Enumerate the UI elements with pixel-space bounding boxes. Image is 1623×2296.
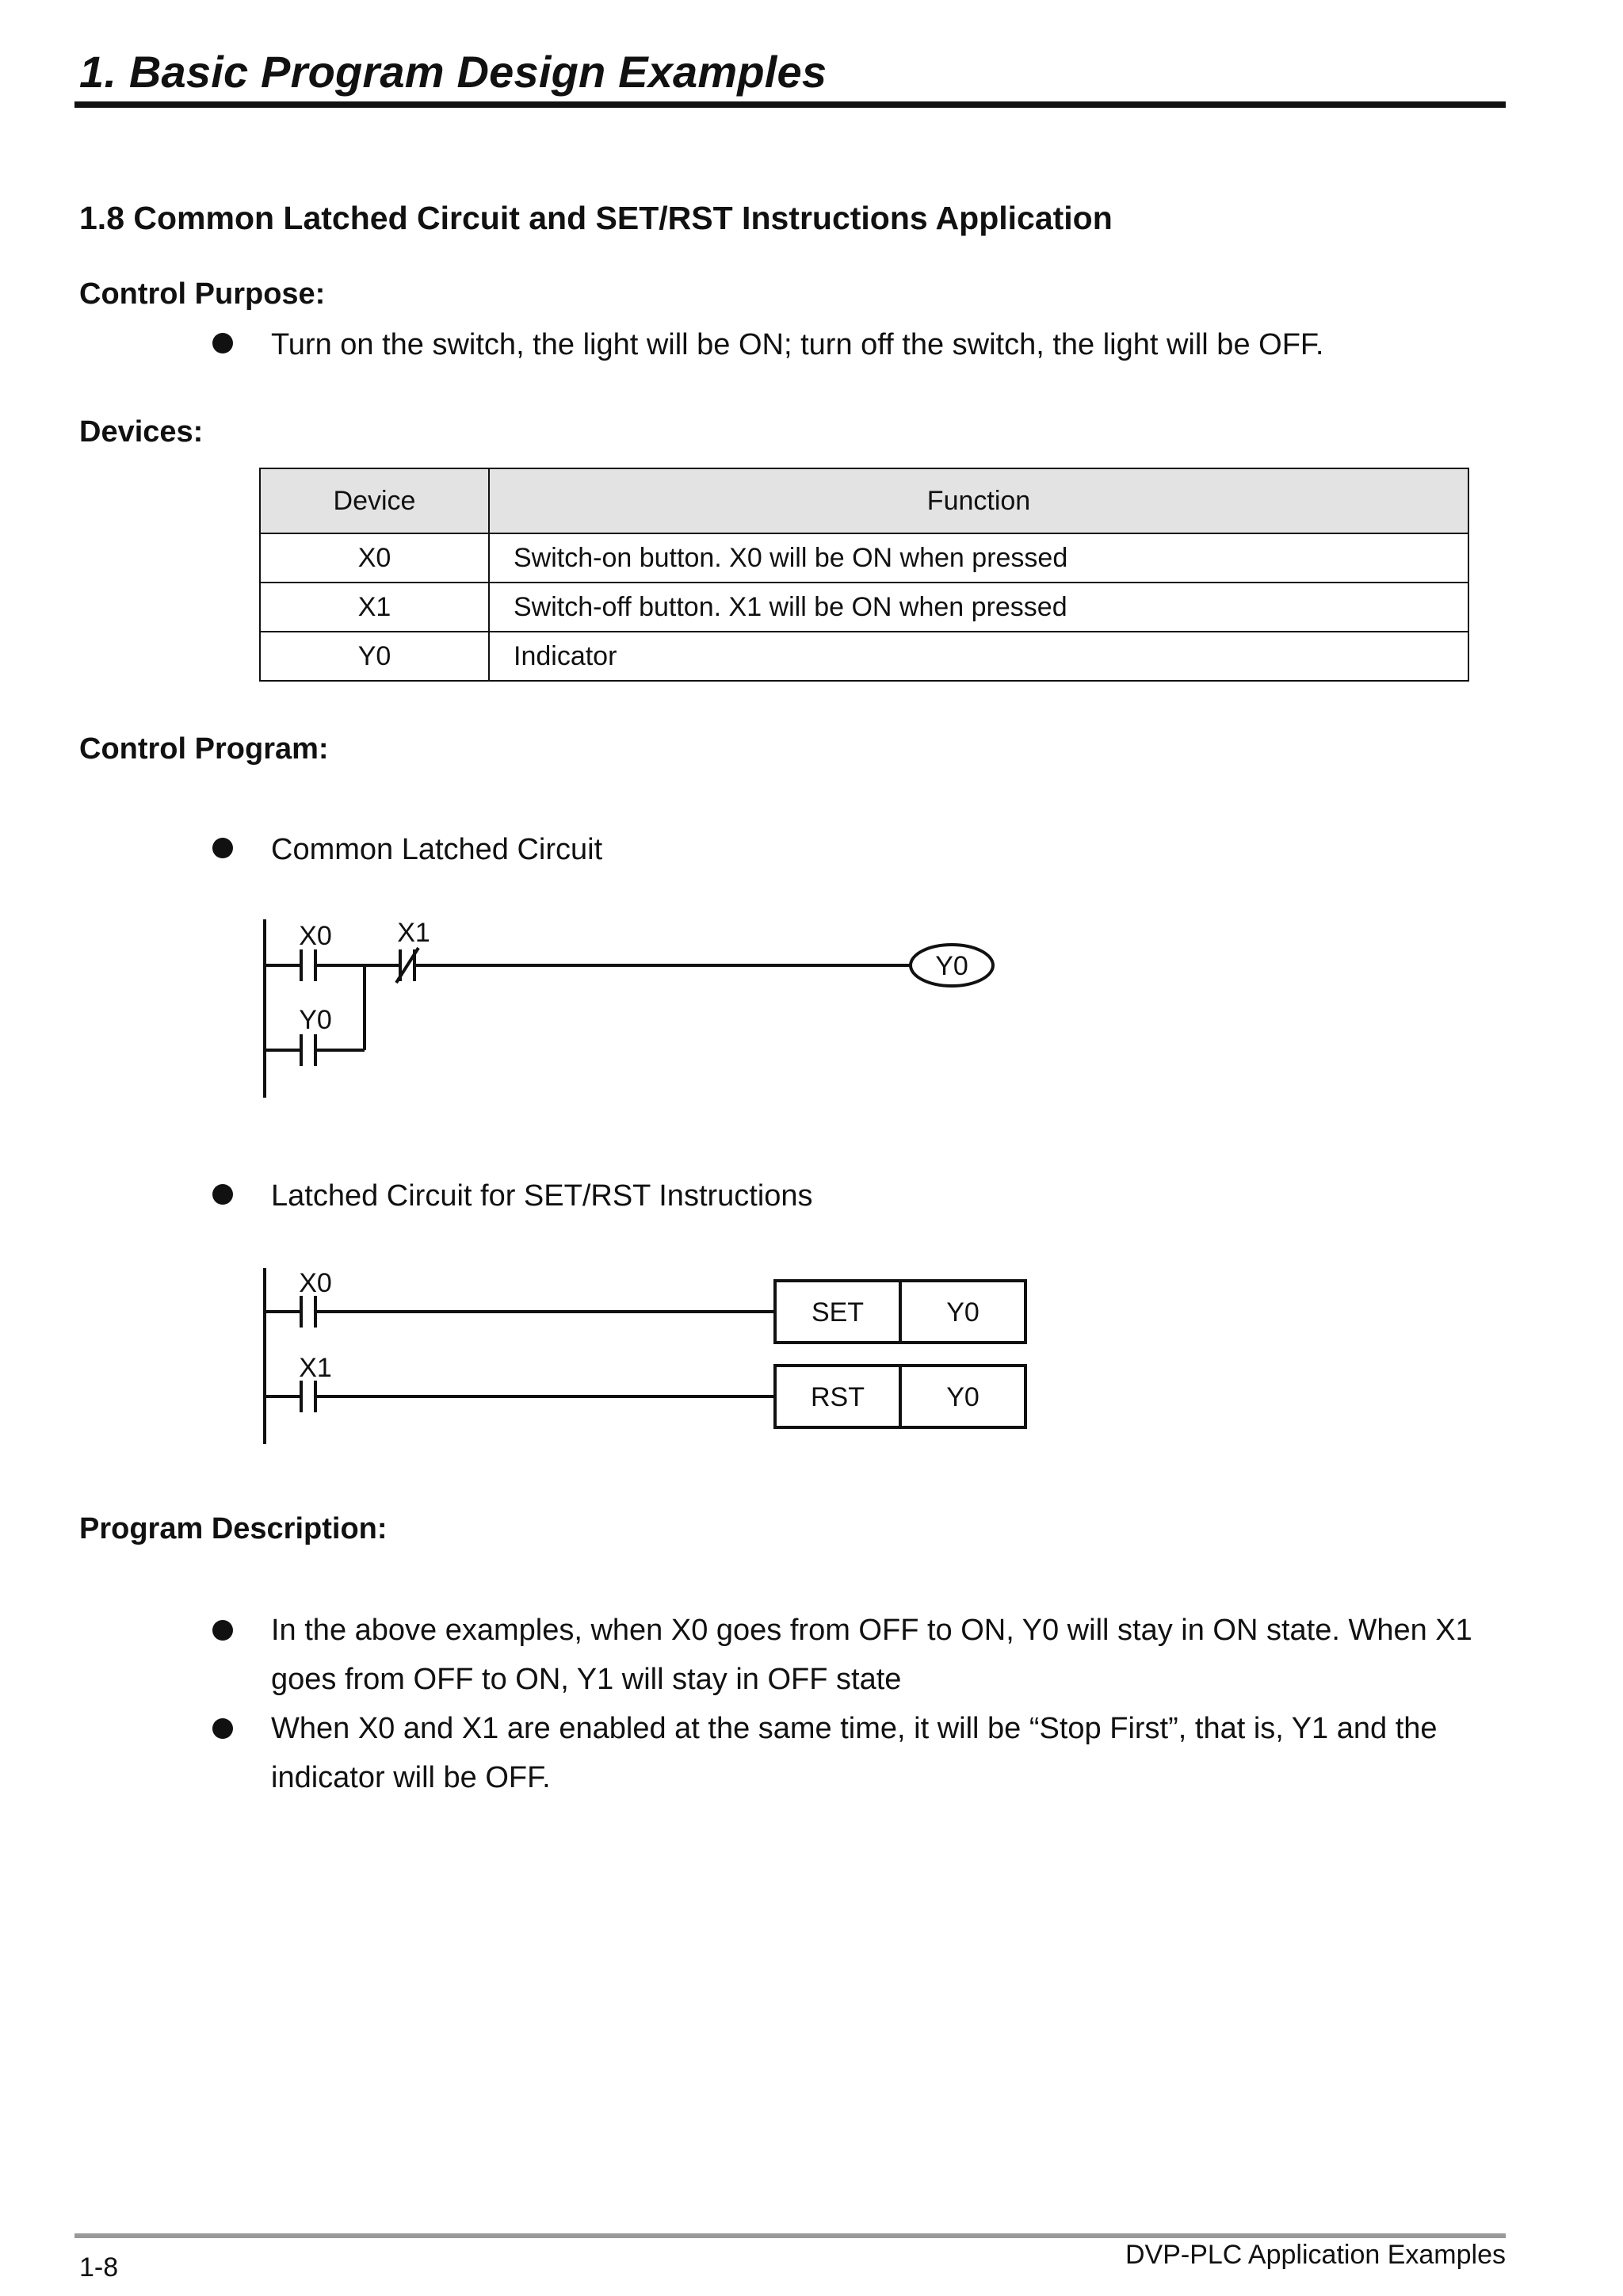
description-bullet1-line1: In the above examples, when X0 goes from OFF to ON, Y0 will stay in ON state. When X1 [271, 1614, 1472, 1647]
table-row [260, 632, 1468, 681]
label-x0: X0 [299, 1268, 332, 1298]
label-x1: X1 [397, 918, 430, 948]
description-bullet2-line2: indicator will be OFF. [271, 1761, 551, 1794]
page-number: 1-8 [79, 2252, 119, 2283]
rst-operand-label: Y0 [946, 1382, 980, 1412]
label-y0: Y0 [299, 1005, 332, 1035]
table-row [260, 533, 1468, 583]
devices-table-header-row [260, 468, 1468, 533]
section-title: 1.8 Common Latched Circuit and SET/RST Instructions Application [79, 200, 1113, 236]
ladder-diagram-latched [0, 896, 1030, 1117]
device-cell: X0 [260, 533, 489, 583]
diagram2-caption: Latched Circuit for SET/RST Instructions [271, 1179, 813, 1213]
control-purpose-text: Turn on the switch, the light will be ON; turn off the switch, the light will be OFF. [271, 328, 1324, 361]
description-bullet2-line1: When X0 and X1 are enabled at the same time, it will be “Stop First”, that is, Y1 and the [271, 1712, 1438, 1745]
ladder-diagram-set-rst [0, 1252, 1070, 1458]
footer-title: DVP-PLC Application Examples [1125, 2240, 1506, 2270]
device-cell: X1 [260, 583, 489, 632]
chapter-rule [74, 101, 1506, 108]
label-x0: X0 [299, 921, 332, 951]
chapter-title: 1. Basic Program Design Examples [79, 47, 827, 97]
bullet-icon [212, 1184, 233, 1205]
control-program-label: Control Program: [79, 732, 329, 766]
set-instruction-label: SET [811, 1297, 865, 1328]
device-cell: Y0 [260, 632, 489, 681]
description-bullet1-line2: goes from OFF to ON, Y1 will stay in OFF state [271, 1663, 902, 1696]
function-cell: Switch-on button. X0 will be ON when pressed [489, 533, 1468, 583]
footer-rule [74, 2233, 1506, 2238]
coil-label: Y0 [935, 951, 968, 981]
devices-label: Devices: [79, 415, 204, 449]
bullet-icon [212, 1718, 233, 1739]
bullet-icon [212, 838, 233, 858]
table-row [260, 583, 1468, 632]
bullet-icon [212, 333, 233, 353]
bullet-icon [212, 1620, 233, 1641]
devices-table-header-device: Device [260, 468, 489, 533]
label-x1: X1 [299, 1353, 332, 1383]
program-description-label: Program Description: [79, 1512, 388, 1545]
control-purpose-label: Control Purpose: [79, 277, 326, 311]
function-cell: Indicator [489, 632, 1468, 681]
devices-table-header-function: Function [489, 468, 1468, 533]
function-cell: Switch-off button. X1 will be ON when pressed [489, 583, 1468, 632]
set-operand-label: Y0 [946, 1297, 980, 1328]
diagram1-caption: Common Latched Circuit [271, 833, 603, 866]
devices-table [259, 468, 1469, 682]
rst-instruction-label: RST [811, 1382, 865, 1412]
